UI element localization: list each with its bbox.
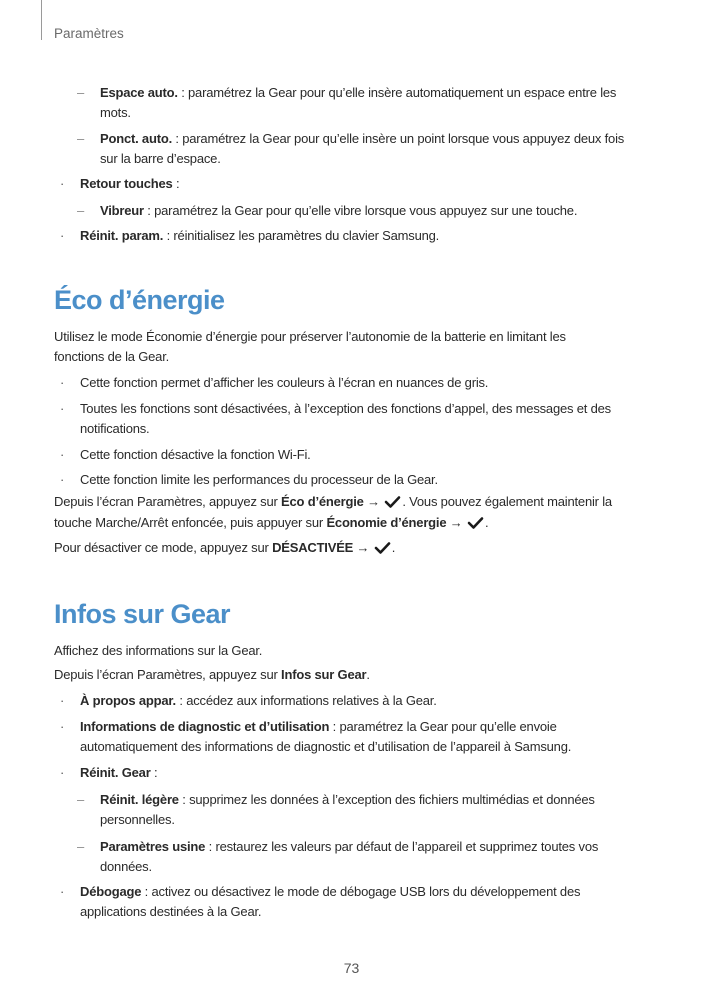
item-text: : paramétrez la Gear pour qu’elle envoie: [329, 719, 557, 734]
header-rule: [41, 0, 42, 40]
item-reinit-param: [80, 226, 439, 246]
item-text: : accédez aux informations relatives à la Gear.: [175, 693, 437, 708]
eco-bullet: Cette fonction désactive la fonction Wi-Fi.: [80, 447, 311, 462]
infos-intro: Affichez des informations sur la Gear.: [54, 643, 263, 658]
item-label: Réinit. légère: [100, 792, 179, 807]
item-label: À propos appar.: [80, 693, 176, 708]
instr-text: Pour désactiver ce mode, appuyez sur: [54, 540, 273, 555]
instr-text: .: [366, 667, 370, 682]
check-icon: [384, 495, 401, 509]
arrow-icon: →: [446, 515, 466, 530]
bullet-marker: ·: [60, 375, 65, 390]
bullet-marker: ·: [60, 719, 65, 734]
item-text-continued: mots.: [100, 105, 131, 120]
item-a-propos: [80, 691, 437, 711]
item-text: : restaurez les valeurs par défaut de l’appareil et supprimez toutes vos: [205, 839, 599, 854]
item-label: Retour touches: [80, 176, 173, 191]
item-text-continued: applications destinées à la Gear.: [80, 904, 262, 919]
instr-label: DÉSACTIVÉE: [272, 540, 354, 555]
header-title: Paramètres: [54, 26, 124, 41]
eco-bullet: Toutes les fonctions sont désactivées, à l’exception des fonctions d’appel, des messages et des: [80, 401, 611, 416]
item-text-continued: personnelles.: [100, 812, 175, 827]
instr-label: Éco d’énergie: [281, 494, 364, 509]
item-debogage: [80, 882, 580, 902]
item-label: Réinit. param.: [80, 228, 164, 243]
item-text: : paramétrez la Gear pour qu’elle insère automatiquement un espace entre les: [177, 85, 617, 100]
item-text: : supprimez les données à l’exception des fichiers multimédias et données: [178, 792, 595, 807]
item-text: : paramétrez la Gear pour qu’elle vibre lorsque vous appuyez sur une touche.: [143, 203, 578, 218]
instr-label: Infos sur Gear: [281, 667, 367, 682]
item-ponct-auto: [100, 129, 624, 149]
item-retour-touches: [80, 174, 179, 194]
eco-bullet: Cette fonction limite les performances du processeur de la Gear.: [80, 472, 438, 487]
item-text: : réinitialisez les paramètres du clavier Samsung.: [163, 228, 440, 243]
item-vibreur: [100, 201, 577, 221]
item-label: Espace auto.: [100, 85, 178, 100]
eco-instruction-2: [54, 513, 488, 533]
bullet-marker: ·: [60, 884, 65, 899]
eco-instruction-3: [54, 538, 395, 558]
item-text-continued: sur la barre d’espace.: [100, 151, 221, 166]
item-label: Ponct. auto.: [100, 131, 172, 146]
item-label: Réinit. Gear: [80, 765, 151, 780]
item-text: :: [150, 765, 158, 780]
item-label: Informations de diagnostic et d’utilisation: [80, 719, 330, 734]
instr-text: Depuis l’écran Paramètres, appuyez sur: [54, 667, 282, 682]
arrow-icon: →: [353, 540, 373, 555]
instr-text: .: [485, 515, 489, 530]
item-param-usine: [100, 837, 598, 857]
dash-marker: –: [77, 203, 85, 218]
bullet-marker: ·: [60, 401, 65, 416]
bullet-marker: ·: [60, 176, 65, 191]
item-text: : activez ou désactivez le mode de débogage USB lors du développement des: [141, 884, 581, 899]
dash-marker: –: [77, 839, 85, 854]
section-title-eco: Éco d’énergie: [54, 285, 225, 315]
page-number: 73: [343, 960, 360, 976]
item-label: Débogage: [80, 884, 142, 899]
item-reinit-gear: [80, 763, 157, 783]
eco-intro: Utilisez le mode Économie d’énergie pour préserver l’autonomie de la batterie en limitant les: [54, 329, 566, 344]
instr-text: . Vous pouvez également maintenir la: [402, 494, 612, 509]
arrow-icon: →: [363, 494, 384, 509]
infos-instruction: [54, 665, 370, 685]
bullet-marker: ·: [60, 693, 65, 708]
eco-instruction-1: [54, 492, 612, 512]
check-icon: [374, 541, 391, 555]
check-icon: [467, 516, 484, 530]
item-label: Vibreur: [100, 203, 144, 218]
dash-marker: –: [77, 131, 85, 146]
bullet-marker: ·: [60, 472, 65, 487]
item-text: :: [172, 176, 180, 191]
instr-label: Économie d’énergie: [326, 515, 447, 530]
item-text: : paramétrez la Gear pour qu’elle insère un point lorsque vous appuyez deux fois: [172, 131, 625, 146]
item-espace-auto: [100, 83, 616, 103]
eco-bullet: Cette fonction permet d’afficher les couleurs à l’écran en nuances de gris.: [80, 375, 489, 390]
item-label: Paramètres usine: [100, 839, 206, 854]
instr-text: touche Marche/Arrêt enfoncée, puis appuyer sur: [54, 515, 327, 530]
dash-marker: –: [77, 792, 85, 807]
bullet-marker: ·: [60, 228, 65, 243]
item-text-continued: données.: [100, 859, 152, 874]
item-text-continued: automatiquement des informations de diagnostic et d’utilisation de l’appareil à Samsung.: [80, 739, 572, 754]
dash-marker: –: [77, 85, 85, 100]
instr-text: Depuis l’écran Paramètres, appuyez sur: [54, 494, 282, 509]
item-reinit-legere: [100, 790, 595, 810]
item-diagnostic: [80, 717, 557, 737]
eco-bullet-continued: notifications.: [80, 421, 150, 436]
instr-text: .: [391, 540, 396, 555]
section-title-infos: Infos sur Gear: [54, 599, 231, 629]
eco-intro-continued: fonctions de la Gear.: [54, 349, 170, 364]
bullet-marker: ·: [60, 765, 65, 780]
bullet-marker: ·: [60, 447, 65, 462]
